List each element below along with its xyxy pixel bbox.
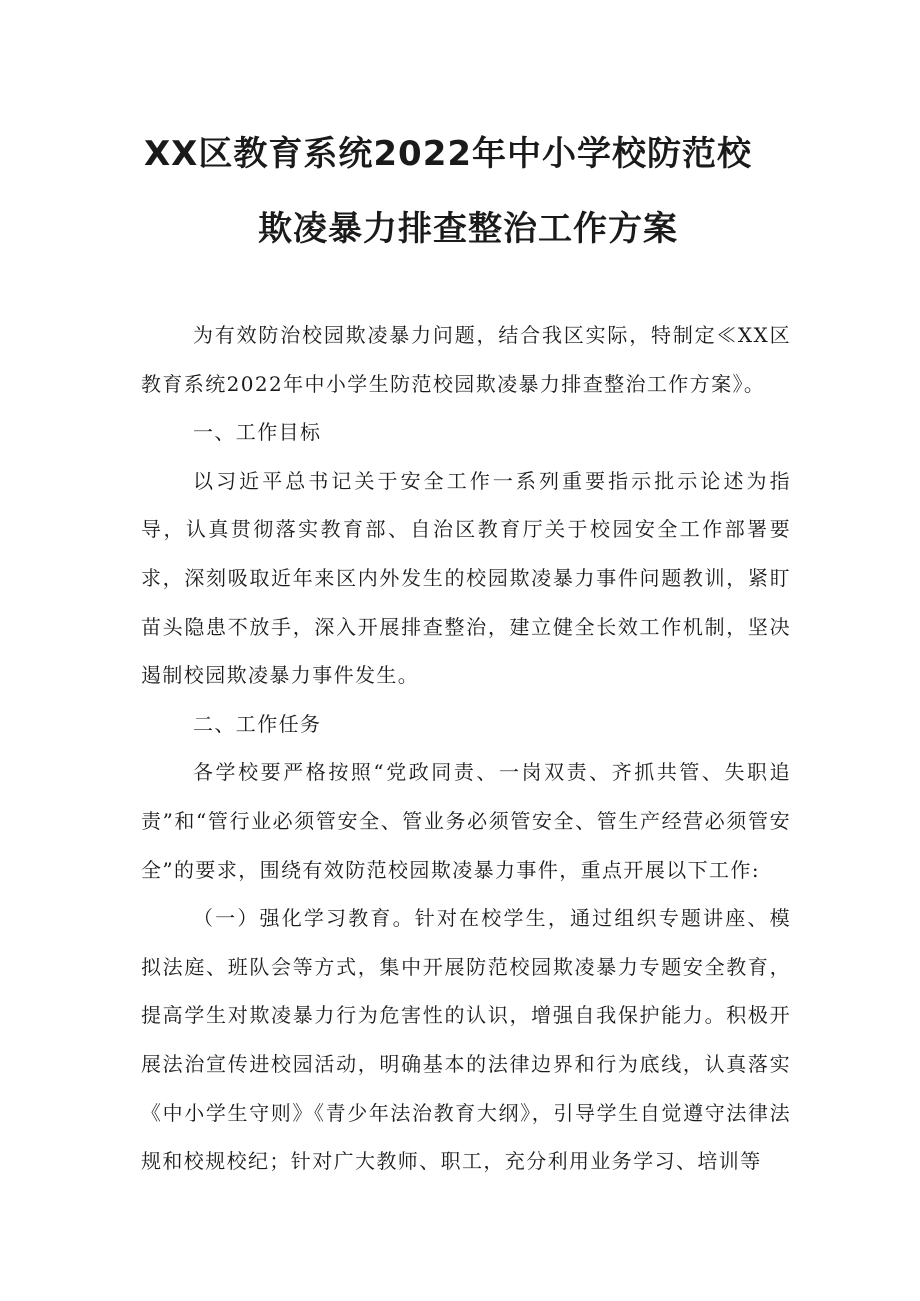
- section-heading-goals: 一、工作目标: [193, 420, 322, 445]
- paragraph-goals: 以习近平总书记关于安全工作一系列重要指示批示论述为指导，认真贯彻落实教育部、自治区教育厅关于校园安全工作部署要求，深刻吸取近年来区内外发生的校园欺凌暴力事件问题教训，紧盯苗头隐患不放手，深入开展排查整治，建立健全长效工作机制，坚决遏制校园欺凌暴力事件发生。: [141, 468, 791, 688]
- document-body: [141, 311, 791, 1186]
- document-title-line-1: XX区教育系统2022年中小学校防范校: [143, 134, 753, 174]
- document-title-line-2: 欺凌暴力排查整治工作方案: [258, 209, 678, 249]
- section-heading-tasks: 二、工作任务: [193, 711, 322, 736]
- paragraph-intro: 为有效防治校园欺凌暴力问题，结合我区实际，特制定≪XX区教育系统2022年中小学生防范校园欺凌暴力排查整治工作方案》。: [141, 323, 791, 396]
- paragraph-task-1: （一）强化学习教育。针对在校学生，通过组织专题讲座、模拟法庭、班队会等方式，集中开展防范校园欺凌暴力专题安全教育，提高学生对欺凌暴力行为危害性的认识，增强自我保护能力。积极开展法治宣传进校园活动，明确基本的法律边界和行为底线，认真落实《中小学生守则》《青少年法治教育大纲》，引导学生自觉遵守法律法规和校规校纪；针对广大教师、职工，充分利用业务学习、培训等: [141, 906, 791, 1174]
- paragraph-tasks: 各学校要严格按照“党政同责、一岗双责、齐抓共管、失职追责”和“管行业必须管安全、管业务必须管安全、管生产经营必须管安全”的要求，围绕有效防范校园欺凌暴力事件，重点开展以下工作:: [141, 760, 791, 882]
